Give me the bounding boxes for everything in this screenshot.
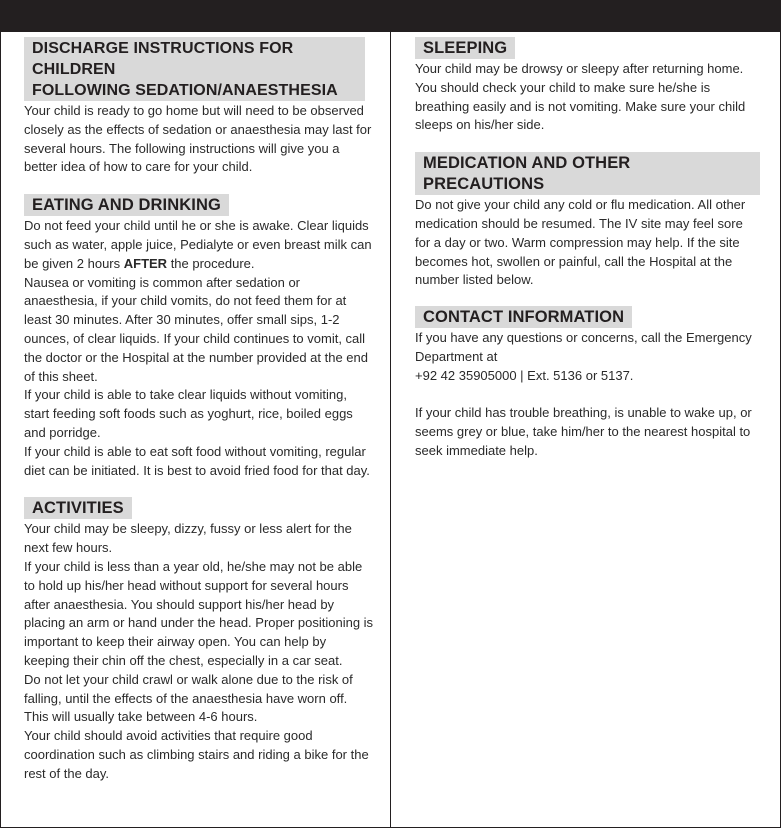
medication-heading: MEDICATION AND OTHER PRECAUTIONS: [415, 152, 760, 195]
top-banner: [0, 0, 781, 32]
eating-paragraph-4: If your child is able to eat soft food without vomiting, regular diet can be initiated. It is best to avoid fried food for that day.: [24, 443, 370, 478]
activities-paragraph-3: Do not let your child crawl or walk alone due to the risk of falling, until the effects of the anaesthesia have worn off. This will usually take between 4-6 hours.: [24, 671, 353, 725]
eating-paragraph-1: [24, 217, 374, 273]
title-line-1: DISCHARGE INSTRUCTIONS FOR CHILDREN: [32, 40, 294, 78]
title-line-2: FOLLOWING SEDATION/ANAESTHESIA: [32, 82, 338, 99]
document-title: [24, 37, 365, 101]
contact-heading: CONTACT INFORMATION: [415, 306, 632, 328]
eating-p1-emphasis: AFTER: [123, 255, 168, 271]
contact-phone: +92 42 35905000 | Ext. 5136 or 5137.: [415, 367, 634, 383]
activities-paragraph-1: Your child may be sleepy, dizzy, fussy or less alert for the next few hours.: [24, 521, 352, 556]
left-column: [24, 37, 374, 784]
medication-paragraph: Do not give your child any cold or flu medication. All other medication should be resumed. The IV site may feel sore for a day or two. Warm compression may help. If the site becomes hot, swollen or painful, call the Hospital at the number listed below.: [415, 197, 746, 288]
emergency-paragraph: If your child has trouble breathing, is unable to wake up, or seems grey or blue, take him/her to the nearest hospital to seek immediate help.: [415, 405, 752, 458]
activities-paragraph-4: Your child should avoid activities that require good coordination such as climbing stairs and riding a bike for the rest of the day.: [24, 728, 369, 781]
activities-heading: ACTIVITIES: [24, 497, 132, 519]
sleeping-heading: SLEEPING: [415, 37, 515, 59]
eating-paragraph-3: If your child is able to take clear liquids without vomiting, start feeding soft foods such as yoghurt, rice, boiled eggs and porridge.: [24, 387, 353, 440]
eating-paragraph-2: Nausea or vomiting is common after sedation or anaesthesia, if your child vomits, do not feed them for at least 30 minutes. After 30 minutes, offer small sips, 1-2 ounces, of clear liquids. If your child continues to vomit, call the doctor or the Hospital at the number provided at the end of this sheet.: [24, 274, 368, 384]
right-column: [415, 37, 760, 461]
sleeping-paragraph: Your child may be drowsy or sleepy after returning home. You should check your child to make sure he/she is breathing easily and is not vomiting. Make sure your child sleeps on his/her side.: [415, 61, 746, 133]
intro-paragraph: Your child is ready to go home but will need to be observed closely as the effects of sedation or anaesthesia may last for several hours. The following instructions will give you a better idea of how to care for your child.: [24, 103, 372, 175]
column-divider: [390, 32, 391, 828]
eating-heading: EATING AND DRINKING: [24, 194, 229, 216]
eating-p1-end: the procedure.: [167, 255, 255, 271]
activities-paragraph-2: If your child is less than a year old, he/she may not be able to hold up his/her head without support for several hours after anaesthesia. You should support his/her head by placing an arm or hand under the head. Proper positioning is important to keep their airway open. You can help by keeping their chin off the chest, especially in a car seat.: [24, 558, 374, 668]
eating-p1-text: Do not feed your child until he or she is awake. Clear liquids such as water, apple juice, Pedialyte or even breast milk can be given 2 hours: [24, 218, 372, 271]
contact-paragraph: If you have any questions or concerns, call the Emergency Department at: [415, 330, 752, 364]
